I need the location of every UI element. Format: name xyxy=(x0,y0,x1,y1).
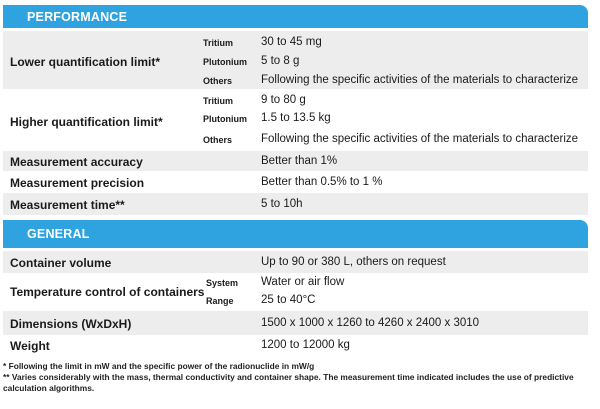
higher-tritium-label: Tritium xyxy=(203,96,234,106)
volume-value: Up to 90 or 380 L, others on request xyxy=(261,256,446,268)
temperature-system-value: Water or air flow xyxy=(261,276,345,288)
precision-label: Measurement precision xyxy=(10,176,145,190)
dimensions-value: 1500 x 1000 x 1260 to 4260 x 2400 x 3010 xyxy=(261,317,480,329)
lower-tritium-value: 30 to 45 mg xyxy=(261,36,322,48)
footnote-1: * Following the limit in mW and the specific power of the radionuclide in mW/g xyxy=(3,361,315,371)
dimensions-label: Dimensions (WxDxH) xyxy=(10,317,132,331)
weight-label: Weight xyxy=(10,339,50,353)
higher-tritium-value: 9 to 80 g xyxy=(261,94,306,106)
accuracy-value: Better than 1% xyxy=(261,155,338,167)
higher-others-value: Following the specific activities of the materials to characterize xyxy=(261,133,579,145)
footnote-2: ** Varies considerably with the mass, thermal conductivity and container shape. The measurement time indicated includes the use of predictive calculation algorithms. xyxy=(3,372,574,393)
temperature-range-value: 25 to 40°C xyxy=(261,294,316,306)
time-label: Measurement time** xyxy=(10,198,125,212)
general-header-title: GENERAL xyxy=(27,227,90,241)
lower-others-label: Others xyxy=(203,76,233,86)
lower-tritium-label: Tritium xyxy=(203,38,234,48)
footnotes xyxy=(3,361,593,394)
weight-value: 1200 to 12000 kg xyxy=(261,339,350,351)
lower-plutonium-value: 5 to 8 g xyxy=(261,55,300,67)
time-value: 5 to 10h xyxy=(261,198,303,210)
lower-limit-label: Lower quantification limit* xyxy=(10,55,161,69)
volume-label: Container volume xyxy=(10,256,112,270)
higher-limit-label: Higher quantification limit* xyxy=(10,115,163,129)
temperature-range-label: Range xyxy=(206,296,234,306)
accuracy-label: Measurement accuracy xyxy=(10,155,143,169)
higher-others-label: Others xyxy=(203,135,233,145)
lower-others-value: Following the specific activities of the materials to characterize xyxy=(261,74,579,86)
general-section-header xyxy=(3,220,588,248)
precision-value: Better than 0.5% to 1 % xyxy=(261,176,383,188)
temperature-label: Temperature control of containers xyxy=(10,285,205,299)
temperature-system-label: System xyxy=(206,278,239,288)
performance-section-header xyxy=(3,5,588,28)
lower-plutonium-label: Plutonium xyxy=(203,57,247,67)
higher-plutonium-value: 1.5 to 13.5 kg xyxy=(261,112,331,124)
performance-header-title: PERFORMANCE xyxy=(27,10,128,24)
higher-plutonium-label: Plutonium xyxy=(203,114,247,124)
